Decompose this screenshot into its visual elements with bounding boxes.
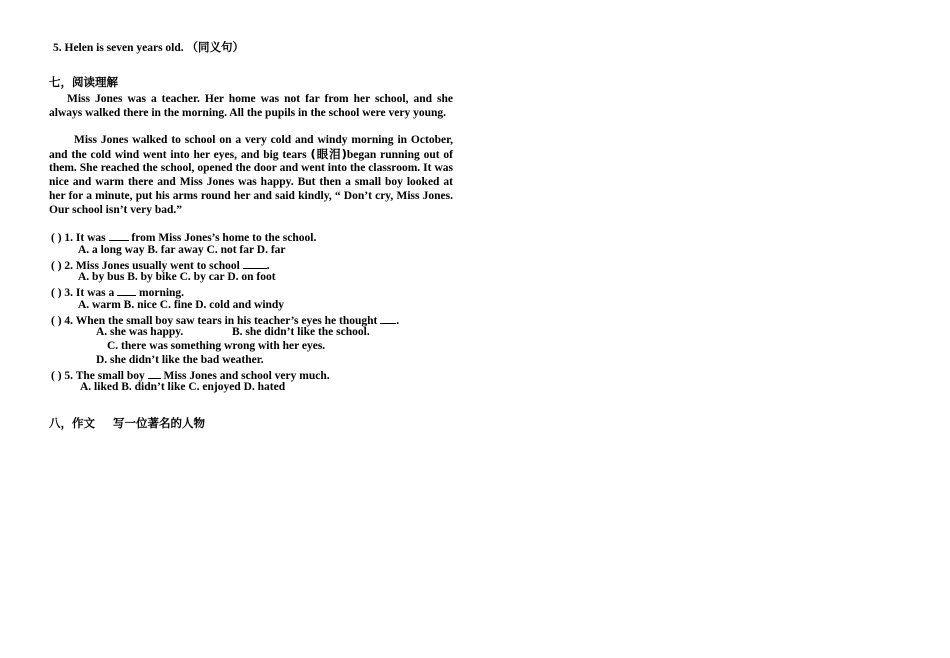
section-8-prompt: 写一位著名的人物 (113, 416, 206, 430)
question-4-option-a: A. she was happy. (96, 326, 184, 338)
passage-paragraph-2 (49, 134, 453, 217)
question-5-stem-b: Miss Jones and school very much. (163, 370, 330, 382)
sentence-5 (53, 41, 244, 56)
section-8-title: 八，作文 (49, 416, 95, 430)
section-8-heading (49, 417, 205, 431)
paragraph-2-tears-gloss: (眼泪) (310, 146, 347, 161)
section-7-heading: 七，阅读理解 (49, 75, 118, 89)
question-4-option-c: C. there was something wrong with her eyes. (107, 340, 326, 352)
question-1-stem-b: from Miss Jones’s home to the school. (131, 232, 317, 244)
question-2-paren: ( ) (51, 260, 62, 272)
passage-paragraph-1 (49, 93, 453, 120)
question-5-stem-a: 5. The small boy (64, 370, 145, 382)
question-3-blank[interactable] (117, 285, 136, 296)
paragraph-1-text: Miss Jones was a teacher. Her home was not far from her school, and she always walked there in the morning. All the pupils in the school were very young. (49, 93, 453, 119)
question-2-stem-b: . (266, 260, 270, 272)
question-2-options: A. by bus B. by bike C. by car D. on foot (78, 271, 276, 283)
question-3-options: A. warm B. nice C. fine D. cold and windy (78, 299, 285, 311)
question-2-stem-a: 2. Miss Jones usually went to school (64, 260, 240, 272)
question-3-stem-a: 3. It was a (64, 287, 115, 299)
paragraph-2-text-b: began running out of them. She reached the school, opened the door and went into the classroom. It was nice and warm there and Miss Jones was happy. But then a small boy looked at her for a minute, put his arms round her and said kindly, “ Don’t cry, Miss Jones. Our school isn’t very bad.” (49, 148, 454, 216)
sentence-5-hint: （同义句） (186, 40, 245, 54)
sentence-5-text: 5. Helen is seven years old. (53, 42, 184, 54)
question-5-blank[interactable] (148, 368, 161, 379)
question-4-stem-a: 4. When the small boy saw tears in his teacher’s eyes he thought (64, 315, 378, 327)
question-3-paren: ( ) (51, 287, 62, 299)
question-1-blank[interactable] (109, 230, 129, 241)
question-4-option-b: B. she didn’t like the school. (232, 326, 370, 338)
question-1-paren: ( ) (51, 232, 62, 244)
question-4-stem-b: . (396, 315, 400, 327)
question-4-paren: ( ) (51, 315, 62, 327)
question-2-blank[interactable] (243, 258, 267, 269)
question-1-stem-a: 1. It was (64, 232, 106, 244)
question-1-options: A. a long way B. far away C. not far D. far (78, 244, 286, 256)
question-4-option-d: D. she didn’t like the bad weather. (96, 354, 264, 366)
question-5-options: A. liked B. didn’t like C. enjoyed D. hated (80, 381, 286, 393)
paragraph-2-text-a: Miss Jones walked to school on a very cold and windy morning in October, and the cold wind went into her eyes, and big tears (49, 134, 453, 161)
question-3-stem-b: morning. (139, 287, 185, 299)
question-4-blank[interactable] (380, 313, 396, 324)
question-5-paren: ( ) (51, 370, 62, 382)
